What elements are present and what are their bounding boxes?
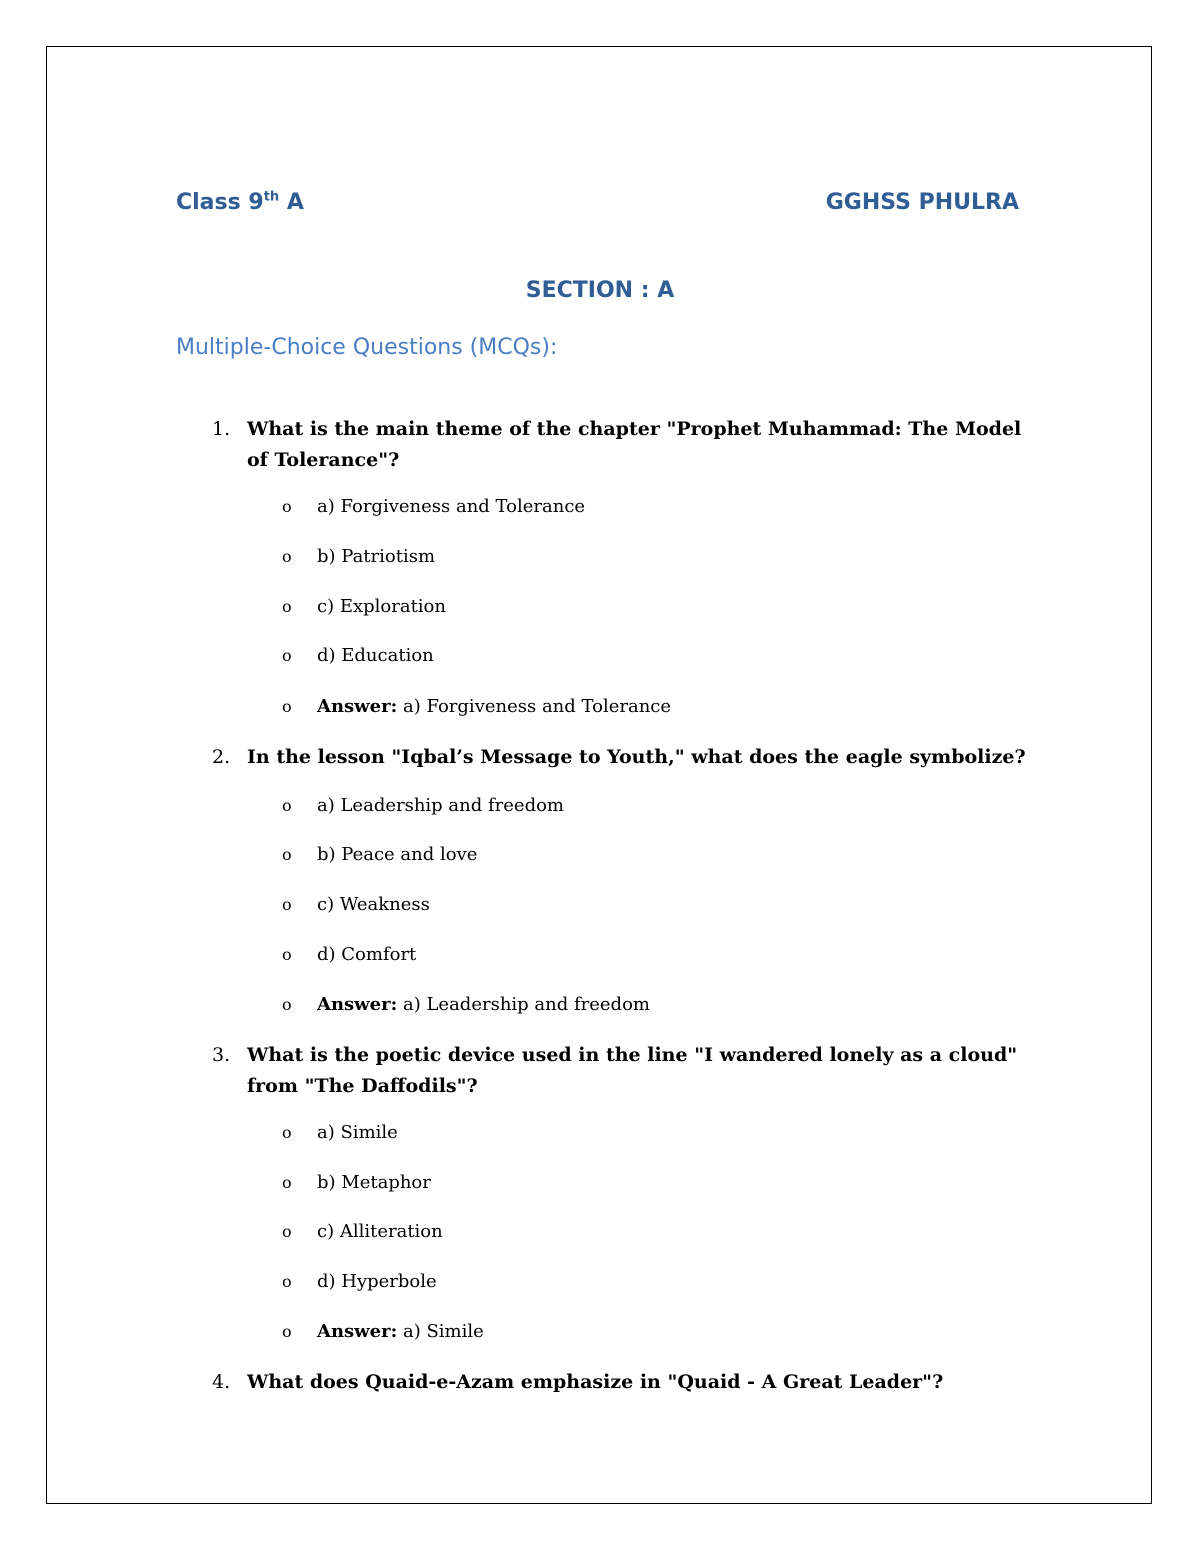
option-text: c) Exploration [317,596,446,617]
option-text: d) Education [317,645,434,666]
bullet-icon: o [282,646,292,665]
option-text: a) Leadership and freedom [317,795,564,816]
bullet-icon: o [282,597,292,616]
option-text: d) Hyperbole [317,1271,437,1292]
question-text: What is the main theme of the chapter "Prophet Muhammad: The Model of Tolerance"? [247,418,1022,471]
question-number: 3. [212,1044,231,1066]
answer-text: a) Simile [397,1321,484,1342]
bullet-icon: o [282,796,292,815]
answer-text: a) Forgiveness and Tolerance [397,696,672,717]
section-title: SECTION : A [525,278,675,303]
bullet-icon: o [282,1173,292,1192]
question-number: 2. [212,746,231,768]
mcq-subheading: Multiple-Choice Questions (MCQs): [176,335,558,360]
class-label: Class 9th A [176,189,304,215]
option-text: a) Simile [317,1122,398,1143]
bullet-icon: o [282,1322,292,1341]
bullet-icon: o [282,895,292,914]
bullet-icon: o [282,1222,292,1241]
bullet-icon: o [282,1123,292,1142]
question-number: 1. [212,418,231,440]
question-text: What is the poetic device used in the line "I wandered lonely as a cloud" from "The Daffodils"? [247,1044,1018,1097]
bullet-icon: o [282,995,292,1014]
option-text: b) Patriotism [317,546,436,567]
question-text: In the lesson "Iqbal’s Message to Youth," what does the eagle symbolize? [247,746,1026,768]
bullet-icon: o [282,945,292,964]
option-text: d) Comfort [317,944,417,965]
option-text: b) Peace and love [317,844,478,865]
bullet-icon: o [282,497,292,516]
option-text: a) Forgiveness and Tolerance [317,496,586,517]
option-text: b) Metaphor [317,1172,431,1193]
question-number: 4. [212,1371,231,1393]
answer-label: Answer: [317,994,398,1015]
answer-label: Answer: [317,1321,398,1342]
option-text: c) Weakness [317,894,430,915]
bullet-icon: o [282,547,292,566]
question-text: What does Quaid-e-Azam emphasize in "Quaid - A Great Leader"? [247,1371,944,1393]
answer-label: Answer: [317,696,398,717]
bullet-icon: o [282,697,292,716]
option-text: c) Alliteration [317,1221,443,1242]
school-name: GGHSS PHULRA [825,190,1019,215]
page-border [46,46,1152,1504]
bullet-icon: o [282,1272,292,1291]
answer-text: a) Leadership and freedom [397,994,650,1015]
bullet-icon: o [282,845,292,864]
